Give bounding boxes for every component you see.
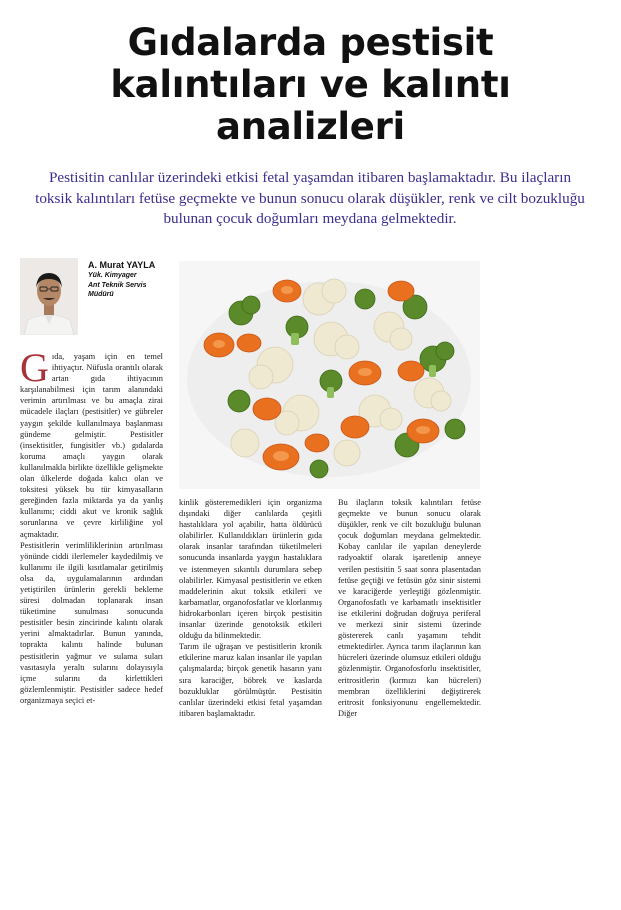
author-role: Müdürü xyxy=(88,291,114,298)
author-name: A. Murat YAYLA xyxy=(88,260,156,270)
body-column-3 xyxy=(338,497,481,759)
article-lead: Pestisitin canlılar üzerindeki etkisi fetal yaşamdan itibaren başlamaktadır. Bu ilaçların toksik kalıntıları fetüse geçmekte ve bunun sonucu olarak düşükler, renk ve cilt bozukluğu bulunan çocuk doğumları meydana gelmektedir. xyxy=(35,169,585,227)
body-column-2 xyxy=(179,497,322,759)
body-column-1 xyxy=(20,345,163,756)
author-role: Yük. Kimyager xyxy=(88,272,137,279)
author-byline xyxy=(88,259,178,300)
article-title xyxy=(40,22,581,148)
vegetable-photo xyxy=(179,261,480,489)
author-role: Ant Teknik Servis xyxy=(88,281,147,289)
body-paragraph: Pestisitlerin verimlilikleriniın artırılması yönünde ciddi ilerlemeler kaydedilmiş ve kullanımı ile ilgili kısıtlamalar getirilmiş olsa da, uygulamalarının ardından yetiştirilen ürünlerin gerekli bekleme süresi dolmadan toplanarak insan tüketimine sunulması sonucunda pestisitler besin zincirinde kalıntı olarak yerini almaktadırlar. Bunun yanında, toprakta kalıntı halinde bulunan pestisitlerin yağmur ve sulama suları vasıtasıyla yeraltı sularını dolayısıyla içme sularını da kirlettikleri gözlemlenmiştir. Pestisitler sadece hedef organizmaya seçici et- xyxy=(20,540,163,705)
body-paragraph: kinlik gösteremedikleri için organizma dışındaki diğer canlılarda çeşitli hastalıklara yol açabilir, hatta öldürücü olabilirler. Kullanıldıkları ürünlerin gıda olarak insanlar tarafından tüketilmeleri sonucunda insanlarda yaygın hastalıklara ve istenmeyen sıkıntılı durumlara sebep olabilirler. Kimyasal pestisitlerin ve etken maddelerinin akut toksik etkileri ve karbamatlar, organofosfatlar ve klorlanmış hidrokarbonları içeren birçok pestisitin insanlar üzerinde genotoksik etkileri olduğu da bilinmektedir. xyxy=(179,498,322,641)
title-line: kalıntıları ve kalıntı xyxy=(110,63,511,106)
drop-cap: G xyxy=(20,345,49,390)
body-paragraph: ıda, yaşam için en temel ihtiyaçtır. Nüfusla orantılı olarak artan gıda ihtiyacının karşılanabilmesi için tarım alanındaki verimin artırılması ve bu amaçla zirai mücadele ilaçları (pestisitler) ve gübreler yaygın şekilde kullanılmaya başlanması gündeme gelmiştir. Pestisitler (insektisitler, fungisitler vb.) gıdalarda koruma amaçlı yaygın olarak kullanılmakla birlikte özellikle gelişmekte olan ülkelerde doğada kalıcı olan ve toksitesi yüksek bu tür kimyasalların gereğinden fazla miktarda ya da yanlış kullanımı; ciddi akut ve kronik sağlık sorunlarına ve çevre kirliliğine yol açmaktadır. xyxy=(20,352,163,539)
author-photo xyxy=(20,258,78,335)
title-line: analizleri xyxy=(216,105,405,148)
title-line: Gıdalarda pestisit xyxy=(127,21,494,64)
body-paragraph: Tarım ile uğraşan ve pestisitlerin kronik etkilerine maruz kalan insanlar ile yapılan çalışmalarda; birçok genetik hasarın yanı sıra karaciğer, böbrek ve kaslarda bozukluklar görülmüştür. Pestisitin canlılar üzerindeki etkisi fetal yaşamdan itibaren başlamaktadır. xyxy=(179,642,322,718)
body-paragraph: Bu ilaçların toksik kalıntıları fetüse geçmekte ve bunun sonucu olarak düşükler, renk ve cilt bozukluğu bulunan çocuk doğumları meydana gelmektedir. Kobay canlılar ile yapılan deneylerde radyoaktif olarak işaretlenip anneye verilen pestisitin 5 saat sonra plasentadan fetüse geçtiği ve fetüsün göz sinir sistemi ve karaciğerde yerleştiği gözlenmiştir. Organofosfatlı ve karbamatlı insektisitler ise etkilerini doğrudan doğruya periferal ve merkezi sinir sistemi üzerinde göstererek canlı yaşamını tehdit etmektedirler. Ayrıca tarım ilaçlarının kan hücreleri üzerinde olumsuz etkileri olduğu gözlenmiştir. Organofosforlu insektisitler, eritrositlerin (kırmızı kan hücreleri) membran özelliklerini değiştirerek eritrosit fonksiyonunu engellemektedir. Diğer xyxy=(338,498,481,718)
